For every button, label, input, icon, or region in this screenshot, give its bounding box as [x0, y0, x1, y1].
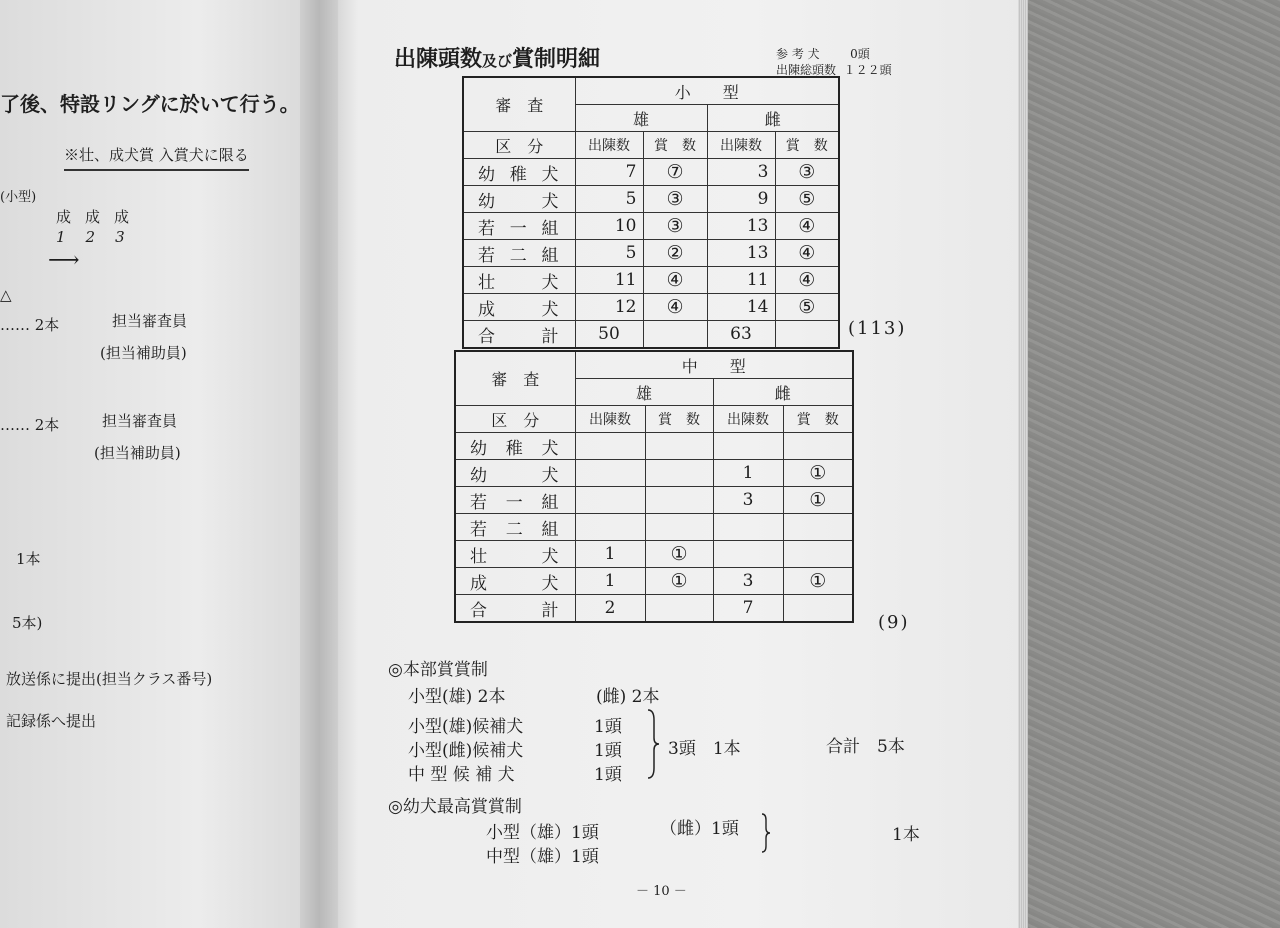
medium-type-table	[454, 350, 854, 623]
table-cell: 13	[707, 213, 775, 240]
table-cell	[643, 321, 707, 349]
table-row	[463, 213, 839, 240]
table-cell: 10	[575, 213, 643, 240]
table-cell: 若一組	[463, 213, 575, 240]
sub-header: 賞 数	[643, 132, 707, 159]
table-cell	[783, 595, 853, 623]
youken-line1b: （雌）1頭	[660, 819, 739, 839]
table-cell	[645, 595, 713, 623]
table-cell: 12	[575, 294, 643, 321]
left-one: 1本	[16, 550, 41, 568]
table-cell: 5	[575, 240, 643, 267]
honbu-line1b: (雌) 2本	[596, 687, 660, 707]
table-cell: ⑤	[775, 294, 839, 321]
row-header-b: 区 分	[455, 406, 575, 433]
left-submit-2: 記録係へ提出	[6, 712, 97, 730]
table-cell: 合計	[463, 321, 575, 349]
page-number: － 10 －	[636, 884, 687, 899]
table-cell: ①	[783, 568, 853, 595]
table-cell: 14	[707, 294, 775, 321]
table-row	[455, 568, 853, 595]
table-cell: 1	[575, 568, 645, 595]
honbu-count-1: 1頭	[594, 717, 622, 737]
honbu-total: 合計 5本	[826, 737, 905, 757]
honbu-line1a: 小型(雄) 2本	[408, 687, 506, 707]
table-cell: 幼犬	[463, 186, 575, 213]
table-cell: 若二組	[463, 240, 575, 267]
sub-header: 賞 数	[775, 132, 839, 159]
table-cell: 63	[707, 321, 775, 349]
table-cell: 成犬	[455, 568, 575, 595]
table-cell	[645, 433, 713, 460]
left-five: 5本)	[12, 614, 43, 632]
arrow-icon: ⟶	[48, 248, 80, 273]
left-row1-role: 担当審査員	[112, 312, 188, 330]
table-cell: 11	[575, 267, 643, 294]
table-cell: 合計	[455, 595, 575, 623]
sub-header: 出陳数	[575, 406, 645, 433]
table-cell: ②	[643, 240, 707, 267]
table-cell	[783, 541, 853, 568]
table-cell: 9	[707, 186, 775, 213]
sub-header: 出陳数	[707, 132, 775, 159]
table-cell: 7	[713, 595, 783, 623]
page-title: 出陳頭数及び賞制明細	[394, 46, 601, 72]
left-row2-count: …… 2本	[0, 416, 60, 434]
table-cell	[575, 487, 645, 514]
honbu-count-2: 1頭	[594, 741, 622, 761]
table-cell: 壮犬	[455, 541, 575, 568]
table-row	[455, 433, 853, 460]
male-header: 雄	[575, 105, 707, 132]
table-cell: ③	[643, 186, 707, 213]
small-total: (113)	[848, 318, 907, 339]
left-small-label: (小型)	[0, 190, 37, 205]
male-header: 雄	[575, 379, 713, 406]
youken-line1: 小型（雄）1頭	[486, 823, 599, 843]
table-cell: ①	[645, 568, 713, 595]
left-seq-bottom: 123	[56, 228, 145, 246]
left-submit-1: 放送係に提出(担当クラス番号)	[6, 670, 213, 688]
table-cell: 幼犬	[455, 460, 575, 487]
table-cell	[713, 541, 783, 568]
table-row	[463, 186, 839, 213]
table-cell	[645, 487, 713, 514]
left-row2-assist: (担当補助員)	[94, 444, 181, 462]
table-row	[463, 321, 839, 349]
table-cell: ④	[775, 213, 839, 240]
table-row	[455, 541, 853, 568]
table-cell: 若一組	[455, 487, 575, 514]
honbu-candidate-3: 中 型 候 補 犬	[408, 765, 515, 785]
table-cell: 7	[575, 159, 643, 186]
table-row	[455, 460, 853, 487]
honbu-candidate-1: 小型(雄)候補犬	[408, 717, 524, 737]
left-row1-assist: (担当補助員)	[100, 344, 187, 362]
table-cell: 3	[707, 159, 775, 186]
table-cell: 3	[713, 568, 783, 595]
left-seq-top: 成成成	[56, 208, 144, 226]
brace-icon	[760, 812, 772, 854]
table-cell	[713, 514, 783, 541]
table-cell: ⑤	[775, 186, 839, 213]
table-cell: ①	[783, 460, 853, 487]
table-cell: ③	[775, 159, 839, 186]
table-row	[463, 294, 839, 321]
table-cell: 2	[575, 595, 645, 623]
table-cell: ④	[775, 240, 839, 267]
table-cell: 11	[707, 267, 775, 294]
sub-header: 出陳数	[575, 132, 643, 159]
table-row	[455, 595, 853, 623]
row-header-a: 審 査	[455, 351, 575, 406]
sub-header: 出陳数	[713, 406, 783, 433]
small-type-table	[462, 76, 840, 349]
table-row	[455, 487, 853, 514]
table-cell: 若二組	[455, 514, 575, 541]
table-cell: 13	[707, 240, 775, 267]
table-cell: 壮犬	[463, 267, 575, 294]
left-row2-role: 担当審査員	[102, 412, 178, 430]
table-cell: ④	[643, 267, 707, 294]
table-cell: 1	[713, 460, 783, 487]
page-edge	[1018, 0, 1028, 928]
youken-total: 1本	[892, 825, 920, 845]
table-cell: ⑦	[643, 159, 707, 186]
table-cell	[645, 460, 713, 487]
table-cell: 3	[713, 487, 783, 514]
table-row	[463, 240, 839, 267]
row-header-b: 区 分	[463, 132, 575, 159]
table-cell	[575, 460, 645, 487]
table-cell: 1	[575, 541, 645, 568]
sub-header: 賞 数	[783, 406, 853, 433]
youken-line2: 中型（雄）1頭	[486, 847, 599, 867]
left-line-1: 了後、特設リングに於いて行う。	[0, 92, 300, 116]
table-cell	[575, 433, 645, 460]
table-cell	[783, 514, 853, 541]
reference-block: 参 考 犬 0頭 出陳総頭数 １２２頭	[776, 47, 892, 77]
table-cell: 幼稚犬	[455, 433, 575, 460]
left-row1-count: …… 2本	[0, 316, 60, 334]
left-note: ※壮、成犬賞 入賞犬に限る	[64, 144, 249, 171]
table-cell: 成犬	[463, 294, 575, 321]
youken-title: ◎幼犬最高賞賞制	[388, 797, 522, 817]
table-cell	[575, 514, 645, 541]
table-cell: 50	[575, 321, 643, 349]
female-header: 雌	[707, 105, 839, 132]
brace-icon	[646, 708, 660, 780]
table-row	[455, 514, 853, 541]
left-page	[0, 0, 330, 928]
sub-header: 賞 数	[645, 406, 713, 433]
table-cell: ①	[645, 541, 713, 568]
table-cell: ④	[643, 294, 707, 321]
table-cell: ①	[783, 487, 853, 514]
left-triangle: △	[0, 286, 12, 304]
table-row	[463, 159, 839, 186]
table-cell	[783, 433, 853, 460]
table-cell: 5	[575, 186, 643, 213]
col-group-small: 小 型	[575, 77, 839, 105]
table-cell: ④	[775, 267, 839, 294]
table-cell	[775, 321, 839, 349]
table-cell: ③	[643, 213, 707, 240]
honbu-title: ◎本部賞賞制	[388, 660, 488, 680]
row-header-a: 審 査	[463, 77, 575, 132]
honbu-candidate-2: 小型(雌)候補犬	[408, 741, 524, 761]
table-cell: 幼稚犬	[463, 159, 575, 186]
table-row	[463, 267, 839, 294]
female-header: 雌	[713, 379, 853, 406]
table-cell	[713, 433, 783, 460]
honbu-sum: 3頭 1本	[668, 739, 741, 759]
medium-total: (9)	[878, 612, 910, 633]
table-cell	[645, 514, 713, 541]
col-group-medium: 中 型	[575, 351, 853, 379]
honbu-count-3: 1頭	[594, 765, 622, 785]
